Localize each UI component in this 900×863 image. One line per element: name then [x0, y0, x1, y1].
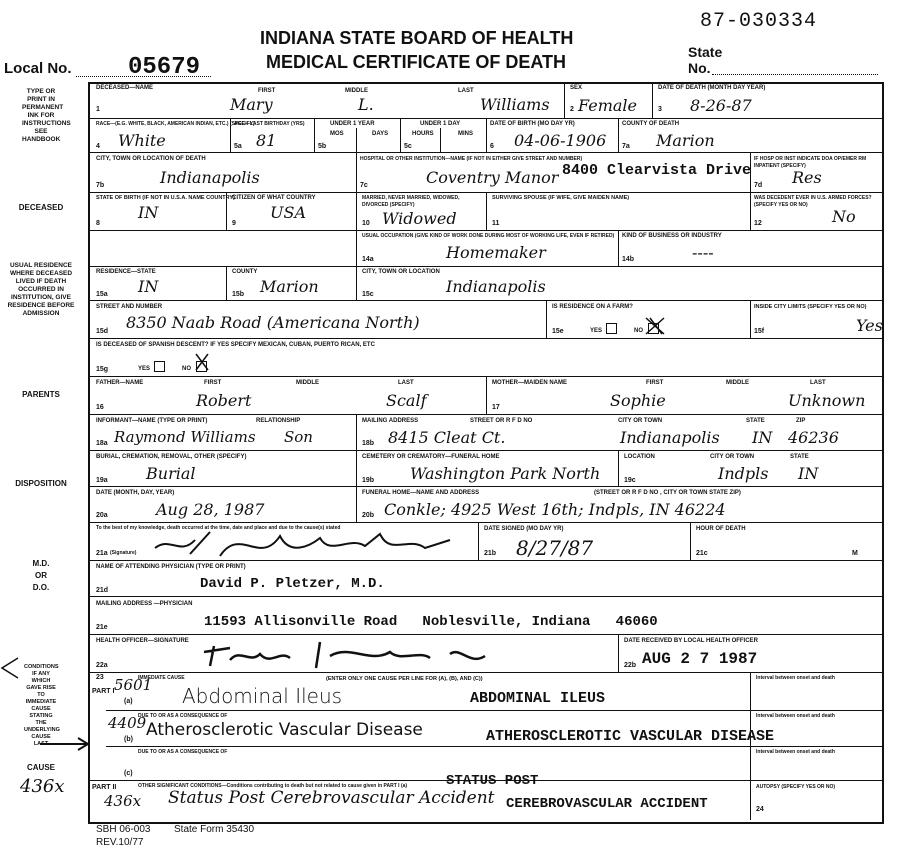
- label-attending: NAME OF ATTENDING PHYSICIAN (TYPE OR PRINT): [96, 564, 246, 570]
- label-spanish: IS DECEASED OF SPANISH DESCENT? IF YES SPECIFY MEXICAN, CUBAN, PUERTO RICAN, ETC: [96, 342, 375, 348]
- value-cause-a-typed: ABDOMINAL ILEUS: [470, 690, 606, 707]
- label-age: AGE—LAST BIRTHDAY (YRS): [234, 121, 305, 127]
- label-father-last: LAST: [398, 380, 414, 386]
- spanish-yes-label: YES: [138, 366, 151, 372]
- value-cause-b-code: 4409: [108, 714, 147, 732]
- value-father-last: Scalf: [386, 391, 427, 410]
- value-informant-city: Indianapolis: [620, 428, 720, 447]
- value-cause-b-typed: ATHEROSCLEROTIC VASCULAR DISEASE: [486, 728, 775, 745]
- row-line: [88, 152, 884, 153]
- health-officer-signature-scribble-icon: [200, 638, 490, 672]
- label-date-received: DATE RECEIVED BY LOCAL HEALTH OFFICER: [624, 638, 758, 644]
- col-line: [226, 266, 227, 300]
- value-cemetery: Washington Park North: [410, 464, 601, 483]
- value-cause-a: Abdominal Ileus: [182, 684, 343, 708]
- label-father: FATHER—NAME: [96, 380, 144, 386]
- value-date-signed: 8/27/87: [516, 536, 594, 560]
- form-title-2: MEDICAL CERTIFICATE OF DEATH: [266, 52, 566, 72]
- value-sex: Female: [578, 96, 637, 115]
- value-hospital-address: 8400 Clearvista Drive: [562, 162, 752, 179]
- label-cert-statement: To the best of my knowledge, death occurred at the time, date and place and due to the cause(s) stated: [96, 525, 341, 531]
- farm-yes-label: YES: [590, 328, 603, 334]
- col-line: [356, 266, 357, 300]
- label-part1: PART I: [92, 688, 115, 695]
- value-mother-first: Sophie: [610, 391, 666, 410]
- col-line: [546, 300, 547, 338]
- value-cause-a-code: 5601: [114, 676, 153, 694]
- label-hospital: HOSPITAL OR OTHER INSTITUTION—NAME (IF NOT IN EITHER GIVE STREET AND NUMBER): [360, 156, 583, 162]
- footer-state-form: State Form 35430: [174, 824, 255, 835]
- value-middle-name: L.: [358, 95, 374, 114]
- row-line: [88, 486, 884, 487]
- label-enter-one: (ENTER ONLY ONE CAUSE PER LINE FOR (A), (B), AND (C)): [326, 676, 483, 682]
- label-mother-middle: MIDDLE: [726, 380, 749, 386]
- label-due-to-c: DUE TO OR AS A CONSEQUENCE OF: [138, 749, 228, 755]
- side-do: D.O.: [32, 583, 50, 592]
- farm-no-label: NO: [634, 328, 643, 334]
- col-line: [750, 300, 751, 338]
- label-date-signed: DATE SIGNED (MO DAY YR): [484, 526, 564, 532]
- value-married: Widowed: [382, 209, 457, 228]
- value-hospital: Coventry Manor: [426, 168, 559, 187]
- farm-yes-checkbox: [606, 323, 617, 334]
- col-line: [440, 128, 441, 152]
- side-cause-code: 436x: [20, 776, 65, 797]
- label-business: KIND OF BUSINESS OR INDUSTRY: [622, 233, 722, 239]
- spanish-yes-checkbox: [154, 361, 165, 372]
- value-citizen: USA: [270, 203, 306, 222]
- value-burial-state: IN: [798, 464, 819, 483]
- footer-rev: REV.10/77: [96, 837, 144, 848]
- label-street: STREET AND NUMBER: [96, 304, 163, 310]
- local-no-value: 05679: [128, 54, 201, 81]
- value-physician: David P. Pletzer, M.D.: [200, 576, 385, 592]
- value-informant-street: 8415 Cleat Ct.: [388, 428, 506, 447]
- col-line: [618, 634, 619, 672]
- label-race: RACE—(E.G. WHITE, BLACK, AMERICAN INDIAN, ETC.) (SPECIFY): [96, 121, 255, 127]
- label-signature: (Signature): [110, 550, 137, 556]
- side-or: OR: [35, 571, 47, 580]
- label-county-of-death: COUNTY OF DEATH: [622, 121, 680, 127]
- label-mother-first: FIRST: [646, 380, 664, 386]
- col-line: [564, 82, 565, 118]
- row-line: [106, 710, 884, 711]
- value-physician-address: 11593 Allisonville Road Noblesville, Indiana 46060: [204, 614, 658, 630]
- label-date: DATE (MONTH, DAY, YEAR): [96, 490, 175, 496]
- label-interval-c: Interval between onset and death: [756, 749, 835, 755]
- col-line: [356, 152, 357, 192]
- value-cause-b: Atherosclerotic Vascular Disease: [146, 720, 423, 740]
- label-sex: SEX: [570, 85, 583, 91]
- label-first: FIRST: [258, 88, 276, 94]
- value-county-of-death: Marion: [656, 131, 715, 150]
- label-mins: MINS: [458, 131, 473, 137]
- x-mark-icon: [644, 316, 666, 336]
- footer-form-no: SBH 06-003: [96, 824, 151, 835]
- value-informant-state: IN: [752, 428, 773, 447]
- value-res-city: Indianapolis: [446, 277, 546, 296]
- label-relationship: RELATIONSHIP: [256, 418, 301, 424]
- value-race: White: [118, 131, 166, 150]
- row-line: [88, 230, 884, 231]
- value-burial-city: Indpls: [718, 464, 769, 483]
- label-occupation: USUAL OCCUPATION (GIVE KIND OF WORK DONE DURING MOST OF WORKING LIFE, EVEN IF RETIRED): [362, 233, 615, 239]
- value-res-county: Marion: [260, 277, 319, 296]
- col-line: [618, 118, 619, 152]
- physician-signature-scribble-icon: [150, 526, 460, 562]
- label-immediate-cause: IMMEDIATE CAUSE: [138, 675, 185, 681]
- label-state: STATE: [746, 418, 765, 424]
- value-occupation: Homemaker: [446, 243, 546, 262]
- label-deceased-name: DECEASED—NAME: [96, 85, 154, 91]
- label-interval-b: Interval between onset and death: [756, 713, 835, 719]
- label-married: MARRIED, NEVER MARRIED, WIDOWED, DIVORCED (SPECIFY): [362, 195, 460, 208]
- value-first-name: Mary: [230, 95, 273, 114]
- label-autopsy: AUTOPSY (SPECIFY YES OR NO): [756, 784, 836, 790]
- value-burial: Burial: [146, 464, 196, 483]
- label-city-of-death: CITY, TOWN OR LOCATION OF DEATH: [96, 156, 206, 162]
- value-burial-date: Aug 28, 1987: [156, 500, 265, 519]
- label-burial-city: CITY OR TOWN: [710, 454, 755, 460]
- value-last-name: Williams: [480, 95, 550, 114]
- label-if-hosp: IF HOSP OR INST INDICATE DOA OP/EMER RM INPATIENT (SPECIFY): [754, 156, 867, 169]
- label-days: DAYS: [372, 131, 389, 137]
- label-mos: MOS: [330, 131, 344, 137]
- row-line: [88, 414, 884, 415]
- col-line: [750, 672, 751, 820]
- label-street-rfd: STREET OR R F D NO: [470, 418, 533, 424]
- label-citizen: CITIZEN OF WHAT COUNTRY: [232, 195, 316, 201]
- label-hours: HOURS: [412, 131, 434, 137]
- side-deceased: DECEASED: [18, 203, 64, 212]
- label-res-county: COUNTY: [232, 269, 258, 275]
- label-location: LOCATION: [624, 454, 655, 460]
- col-line: [356, 414, 357, 522]
- row-line: [88, 266, 884, 267]
- label-under-1-day: UNDER 1 DAY: [420, 121, 461, 127]
- col-line: [356, 192, 357, 266]
- label-fh-address: (STREET OR R F D NO , CITY OR TOWN STATE ZIP): [594, 490, 741, 496]
- label-father-first: FIRST: [204, 380, 222, 386]
- value-date-of-death: 8-26-87: [690, 96, 752, 115]
- left-bracket-mark: [0, 656, 20, 680]
- label-part2: PART II: [92, 784, 117, 791]
- value-funeral-home: Conkle; 4925 West 16th; Indpls, IN 46224: [384, 500, 726, 519]
- value-part2: Status Post Cerebrovascular Accident: [168, 788, 495, 808]
- value-res-state: IN: [138, 277, 159, 296]
- col-line: [486, 192, 487, 230]
- label-funeral-home: FUNERAL HOME—NAME AND ADDRESS: [362, 490, 480, 496]
- value-state-of-birth: IN: [138, 203, 159, 222]
- label-father-middle: MIDDLE: [296, 380, 319, 386]
- label-dob: DATE OF BIRTH (MO DAY YR): [490, 121, 575, 127]
- label-mother: MOTHER—MAIDEN NAME: [492, 380, 567, 386]
- label-due-to-b: DUE TO OR AS A CONSEQUENCE OF: [138, 713, 228, 719]
- local-no-label: Local No.: [4, 60, 72, 77]
- row-line: [88, 634, 884, 635]
- label-mailing-physician: MAILING ADDRESS —PHYSICIAN: [96, 601, 193, 607]
- label-city-or-town: CITY OR TOWN: [618, 418, 663, 424]
- row-line: [88, 338, 884, 339]
- side-conditions: CONDITIONS IF ANY WHICH GAVE RISE TO IMMEDIATE CAUSE STATING THE UNDERLYING CAUSE LAST: [24, 664, 60, 747]
- label-farm: IS RESIDENCE ON A FARM?: [552, 304, 633, 310]
- col-line: [690, 522, 691, 560]
- value-part2-code: 436x: [104, 792, 142, 810]
- label-mailing: MAILING ADDRESS: [362, 418, 419, 424]
- row-line: [88, 450, 884, 451]
- label-middle: MIDDLE: [345, 88, 368, 94]
- state-no-line: [712, 74, 878, 75]
- label-interval-a: Interval between onset and death: [756, 675, 835, 681]
- label-other-conditions: OTHER SIGNIFICANT CONDITIONS—Conditions contributing to death but not related to cause given in PART I (a): [138, 783, 408, 789]
- label-health-officer: HEALTH OFFICER—SIGNATURE: [96, 638, 189, 644]
- label-inside-city: INSIDE CITY LIMITS (SPECIFY YES OR NO): [754, 304, 867, 310]
- value-informant-zip: 46236: [788, 428, 839, 447]
- label-mother-last: LAST: [810, 380, 826, 386]
- label-res-state: RESIDENCE—STATE: [96, 269, 156, 275]
- side-disposition: DISPOSITION: [15, 479, 67, 488]
- state-label: State: [688, 44, 723, 60]
- state-no-label: No.: [688, 60, 711, 76]
- value-date-received: AUG 2 7 1987: [642, 650, 758, 668]
- label-hour-of-death: HOUR OF DEATH: [696, 526, 746, 532]
- row-line: [88, 672, 884, 673]
- label-informant: INFORMANT—NAME (TYPE OR PRINT): [96, 418, 208, 424]
- col-line: [356, 128, 357, 152]
- label-last: LAST: [458, 88, 474, 94]
- col-line: [314, 118, 315, 152]
- value-age: 81: [256, 131, 277, 150]
- value-if-hosp: Res: [792, 168, 822, 187]
- row-line: [88, 300, 884, 301]
- side-cause: CAUSE: [26, 763, 55, 772]
- label-res-city: CITY, TOWN OR LOCATION: [362, 269, 440, 275]
- value-part2-typed-1: STATUS POST: [446, 773, 539, 789]
- col-line: [618, 230, 619, 266]
- value-father-first: Robert: [196, 391, 252, 410]
- label-m: M: [852, 550, 858, 557]
- row-line: [88, 522, 884, 523]
- label-zip: ZIP: [796, 418, 806, 424]
- spanish-no-label: NO: [182, 366, 191, 372]
- value-mother-last: Unknown: [788, 391, 866, 410]
- value-relationship: Son: [284, 428, 313, 446]
- label-under-1-year: UNDER 1 YEAR: [330, 121, 375, 127]
- value-city-of-death: Indianapolis: [160, 168, 260, 187]
- row-line: [88, 596, 884, 597]
- label-date-of-death: DATE OF DEATH (MONTH DAY YEAR): [658, 85, 766, 91]
- label-burial-state: STATE: [790, 454, 809, 460]
- certificate-number: 87-030334: [700, 10, 818, 33]
- side-instructions: TYPE OR PRINT IN PERMANENT INK FOR INSTRUCTIONS SEE HANDBOOK: [22, 88, 71, 143]
- label-burial: BURIAL, CREMATION, REMOVAL, OTHER (SPECIFY): [96, 454, 247, 460]
- x-mark-icon: [194, 352, 210, 372]
- col-line: [486, 376, 487, 414]
- col-line: [618, 450, 619, 486]
- side-usual-residence: USUAL RESIDENCE WHERE DECEASED LIVED IF DEATH OCCURRED IN INSTITUTION, GIVE RESIDENCE BEFORE ADMISSION: [7, 262, 75, 317]
- col-line: [400, 118, 401, 152]
- value-inside-city: Yes: [856, 316, 883, 335]
- side-md: M.D.: [32, 559, 50, 568]
- arrow-right-icon: [38, 736, 92, 752]
- label-state-of-birth: STATE OF BIRTH (IF NOT IN U.S.A. NAME COUNTRY): [96, 195, 235, 201]
- value-informant: Raymond Williams: [114, 428, 256, 446]
- col-line: [652, 82, 653, 118]
- label-cemetery: CEMETERY OR CREMATORY—FUNERAL HOME: [362, 454, 500, 460]
- value-armed: No: [832, 207, 856, 226]
- form-title-1: INDIANA STATE BOARD OF HEALTH: [260, 28, 574, 48]
- col-line: [478, 522, 479, 560]
- value-part2-typed-2: CEREBROVASCULAR ACCIDENT: [506, 796, 708, 812]
- value-dob: 04-06-1906: [514, 131, 607, 150]
- col-line: [486, 118, 487, 152]
- value-business: ----: [692, 243, 714, 262]
- label-armed: WAS DECEDENT EVER IN U.S. ARMED FORCES? (SPECIFY YES OR NO): [754, 195, 872, 208]
- side-parents: PARENTS: [22, 390, 60, 399]
- label-spouse: SURVIVING SPOUSE (IF WIFE, GIVE MAIDEN NAME): [492, 195, 630, 201]
- value-street: 8350 Naab Road (Americana North): [126, 313, 420, 332]
- row-line: [106, 746, 884, 747]
